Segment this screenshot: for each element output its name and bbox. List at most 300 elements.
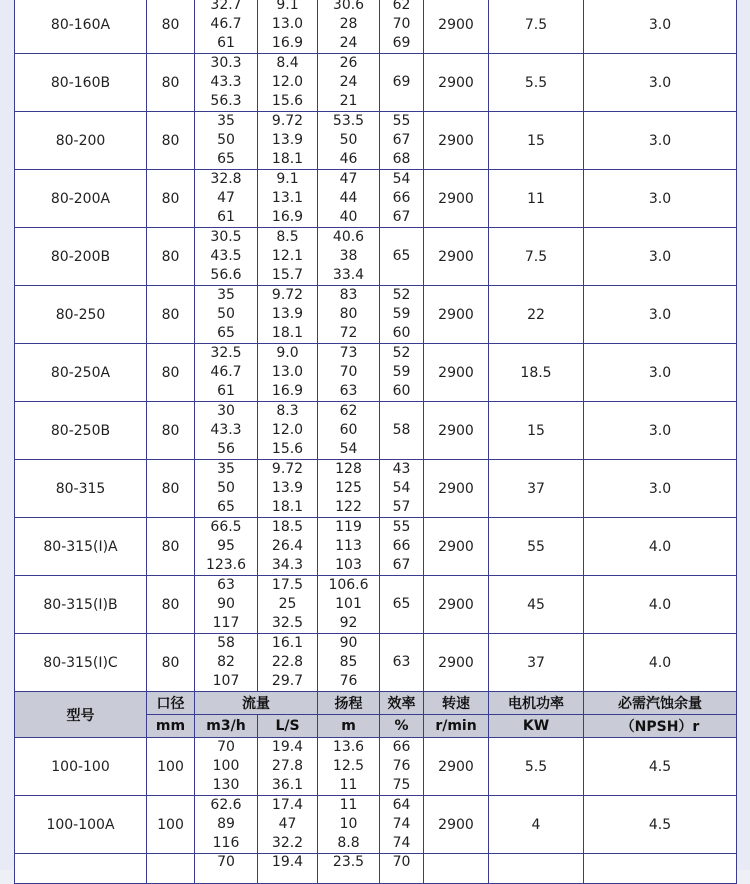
col-dia-header: 口径 [147,692,195,715]
cell-value: 46 [339,151,358,167]
cell-dia: 80 [147,634,195,692]
cell-value: 117 [212,615,240,631]
cell-dia: 80 [147,54,195,112]
cell-value: 80 [339,306,358,322]
cell-value: 90 [339,635,358,651]
cell-value: 26 [339,55,358,71]
cell-value: 13.6 [332,739,365,755]
cell-npsh: 3.0 [584,402,737,460]
cell-flow-ls: 19.4 [258,854,318,884]
cell-flow-m3h [195,228,258,286]
cell-value: 54 [392,480,411,496]
cell-value: 67 [392,209,411,225]
cell-flow-m3h [195,518,258,576]
cell-flow-ls [258,634,318,692]
cell-value: 30 [217,403,235,419]
cell-eff [380,518,424,576]
cell-value: 50 [217,132,235,148]
cell-value: 13.0 [271,16,304,32]
cell-eff [380,796,424,854]
cell-value: 15.6 [271,441,304,457]
unit-power: KW [489,715,584,738]
cell-value: 106.6 [328,577,369,593]
cell-head [318,54,380,112]
cell-dia: 80 [147,402,195,460]
cell-flow-ls [258,518,318,576]
cell-value: 65 [392,596,411,612]
cell-speed: 2900 [424,576,489,634]
unit-speed: r/min [424,715,489,738]
cell-value: 36.1 [271,777,304,793]
cell-value: 8.4 [276,55,299,71]
cell-eff [380,112,424,170]
cell-flow-ls [258,286,318,344]
cell-head [318,518,380,576]
cell-head [318,402,380,460]
cell-flow-ls [258,0,318,54]
cell-head [318,112,380,170]
cell-value: 70 [217,739,235,755]
cell-value: 12.0 [271,422,304,438]
col-flow-header: 流量 [195,692,318,715]
cell-value: 16.9 [271,209,304,225]
cell-value: 113 [335,538,362,554]
cell-value: 50 [217,480,235,496]
cell-power: 37 [489,460,584,518]
cell-value: 35 [217,461,235,477]
cell-value: 9.72 [271,461,304,477]
cell-head [318,738,380,796]
table-row [15,576,737,634]
cell-value: 43.3 [210,74,242,90]
cell-model: 80-315 [15,460,147,518]
cell-value: 76 [339,673,358,689]
cell-value: 123.6 [205,557,247,573]
cell-value: 10 [339,816,358,832]
cell-speed: 2900 [424,0,489,54]
table-body-top [15,0,737,692]
cell-value: 62.6 [210,797,242,813]
cell-npsh: 3.0 [584,460,737,518]
cell-value: 40.6 [332,229,365,245]
cell-value: 125 [335,480,362,496]
cell-value: 52 [392,345,411,361]
cell-npsh: 3.0 [584,286,737,344]
cell-flow-m3h [195,576,258,634]
col-head-header: 扬程 [318,692,380,715]
cell-value: 16.9 [271,383,304,399]
cell-eff [380,738,424,796]
cell-power: 37 [489,634,584,692]
cell-value: 119 [335,519,362,535]
cell-value: 60 [392,325,411,341]
cell-value: 16.9 [271,35,304,51]
cell-speed: 2900 [424,518,489,576]
cell-value: 69 [392,35,411,51]
cell-value: 73 [339,345,358,361]
cell-power: 45 [489,576,584,634]
cell-value: 43.5 [210,248,242,264]
cell-head [318,344,380,402]
cell-value: 64 [392,797,411,813]
right-margin [736,0,750,870]
cell-value: 27.8 [271,758,304,774]
left-margin [0,0,14,870]
cell-value: 67 [392,132,411,148]
cell-value: 38 [339,248,358,264]
unit-m3h: m3/h [195,715,258,738]
cell-npsh: 3.0 [584,0,737,54]
cell-value: 8.3 [276,403,299,419]
cell-npsh: 4.5 [584,738,737,796]
cell-model: 80-250B [15,402,147,460]
cell-value: 103 [335,557,362,573]
cell-value: 12.5 [332,758,365,774]
cell-flow-m3h [195,634,258,692]
cell-value: 62 [339,403,358,419]
cell-value: 46.7 [210,364,242,380]
cell-value: 24 [339,74,358,90]
cell-eff [380,286,424,344]
cell-value: 95 [217,538,235,554]
cell-value: 55 [392,519,411,535]
cell-value: 9.1 [276,171,299,187]
table-row [15,738,737,796]
cell-flow-ls [258,54,318,112]
table-header [15,692,737,738]
cell-eff [380,0,424,54]
cell-flow-m3h [195,460,258,518]
cell-flow-m3h [195,0,258,54]
cell-value: 22.8 [271,654,304,670]
cell-value: 12.0 [271,74,304,90]
table-body-bottom [15,738,737,854]
cell-dia: 80 [147,460,195,518]
cell-eff [380,402,424,460]
cell-model: 80-315(I)A [15,518,147,576]
cell-value: 61 [217,383,235,399]
col-model-header: 型号 [15,692,147,738]
cell-value: 13.0 [271,364,304,380]
cell-npsh: 3.0 [584,344,737,402]
table-row [15,796,737,854]
cell-value: 67 [392,557,411,573]
cell-eff [380,170,424,228]
cell-flow-ls [258,796,318,854]
cell-value: 13.9 [271,132,304,148]
cell-value: 54 [339,441,358,457]
cell-value: 70 [392,16,411,32]
cell-speed: 2900 [424,402,489,460]
cell-flow-m3h [195,344,258,402]
cell-value: 68 [392,151,411,167]
cell-value: 69 [392,74,411,90]
cell-value: 18.5 [271,519,304,535]
cell-value: 58 [217,635,235,651]
cell-value: 9.0 [276,345,299,361]
cell-value: 100 [212,758,240,774]
cell-value: 15.6 [271,93,304,109]
cell-value: 47 [278,816,297,832]
cell-npsh: 4.0 [584,518,737,576]
cell-speed: 2900 [424,344,489,402]
cell-dia: 80 [147,576,195,634]
unit-head: m [318,715,380,738]
cell-power: 4 [489,796,584,854]
cell-flow-ls [258,738,318,796]
cell-value: 11 [339,797,358,813]
table-row [15,518,737,576]
cell-value: 9.1 [276,0,299,13]
cell-value: 21 [339,93,358,109]
cell-eff [380,344,424,402]
cell-value: 82 [217,654,235,670]
cell-value: 9.72 [271,113,304,129]
cell-value: 30.3 [210,55,242,71]
cell-value: 89 [217,816,235,832]
cell-speed: 2900 [424,54,489,112]
cell-value: 122 [335,499,362,515]
cell-head [318,634,380,692]
cell-value: 85 [339,654,358,670]
table-row [15,344,737,402]
cell-value: 30.5 [210,229,242,245]
cell-npsh: 3.0 [584,54,737,112]
cell-speed: 2900 [424,286,489,344]
cell-value: 60 [392,383,411,399]
cell-power: 22 [489,286,584,344]
cell-value: 59 [392,306,411,322]
col-npsh-header: 必需汽蚀余量 [584,692,737,715]
cell-value: 92 [339,615,358,631]
unit-npsh: （NPSH）r [584,715,737,738]
cell-value: 62 [392,0,411,13]
table-row [15,112,737,170]
cell-value: 56 [217,441,235,457]
cell-value: 58 [392,422,411,438]
cell-dia: 80 [147,0,195,54]
cell-value: 28 [339,16,358,32]
cell-value: 65 [217,151,235,167]
cell-value: 18.1 [271,325,304,341]
cell-model: 100-100 [15,738,147,796]
cell-flow-ls [258,112,318,170]
cell-model: 80-200B [15,228,147,286]
pump-spec-table [14,0,737,884]
cell-model: 80-160B [15,54,147,112]
cell-power: 15 [489,402,584,460]
cell-speed: 2900 [424,796,489,854]
cell-head [318,286,380,344]
cell-flow-m3h [195,170,258,228]
cell-model: 80-200 [15,112,147,170]
cell-value: 46.7 [210,16,242,32]
cell-value: 50 [217,306,235,322]
cell-npsh: 4.5 [584,796,737,854]
cell-value: 52 [392,287,411,303]
unit-ls: L/S [258,715,318,738]
cell-value: 11 [339,777,358,793]
cell-head [318,228,380,286]
cell-value: 116 [212,835,240,851]
cell-flow-m3h [195,54,258,112]
col-eff-header: 效率 [380,692,424,715]
cell-value: 55 [392,113,411,129]
table-row [15,286,737,344]
table-row [15,0,737,54]
cell-npsh: 4.0 [584,576,737,634]
cell-value: 8.8 [337,835,360,851]
cell-model: 80-160A [15,0,147,54]
table-row [15,228,737,286]
cell-power: 7.5 [489,0,584,54]
cell-value: 9.72 [271,287,304,303]
cell-power: 7.5 [489,228,584,286]
cell-value: 19.4 [271,739,304,755]
cell-value: 24 [339,35,358,51]
cell-value: 50 [339,132,358,148]
table-row [15,460,737,518]
cell-value: 8.5 [276,229,299,245]
cell-value: 12.1 [271,248,304,264]
cell-speed: 2900 [424,228,489,286]
cell-value: 18.1 [271,499,304,515]
cell-value: 74 [392,835,411,851]
cell-value: 61 [217,35,235,51]
unit-dia: mm [147,715,195,738]
cell-npsh: 3.0 [584,228,737,286]
cell-value: 66 [392,739,411,755]
cell-speed: 2900 [424,634,489,692]
cell-flow-m3h [195,286,258,344]
cell-value: 83 [339,287,358,303]
table-row [15,402,737,460]
cell-value: 35 [217,287,235,303]
cell-dia: 100 [147,738,195,796]
cell-model: 80-250 [15,286,147,344]
cell-value: 66.5 [210,519,242,535]
cell-flow-ls [258,170,318,228]
cell-value: 15.7 [271,267,304,283]
cell-value: 18.1 [271,151,304,167]
cell-model: 80-315(I)B [15,576,147,634]
table-row [15,854,737,884]
cell-flow-m3h: 70 [195,854,258,884]
cell-value: 43 [392,461,411,477]
cell-value: 75 [392,777,411,793]
cell-value: 17.4 [271,797,304,813]
col-power-header: 电机功率 [489,692,584,715]
cell-flow-m3h [195,738,258,796]
cell-dia: 80 [147,170,195,228]
cell-eff [380,54,424,112]
cell-dia: 80 [147,344,195,402]
cell-value: 13.9 [271,306,304,322]
cell-value: 47 [339,171,358,187]
cell-npsh: 4.0 [584,634,737,692]
col-speed-header: 转速 [424,692,489,715]
cell-power: 5.5 [489,738,584,796]
cell-eff [380,576,424,634]
cell-value: 76 [392,758,411,774]
cell-flow-m3h [195,402,258,460]
cell-eff [380,460,424,518]
cell-power: 18.5 [489,344,584,402]
cell-value: 29.7 [271,673,304,689]
cell-value: 63 [217,577,235,593]
cell-value: 32.5 [271,615,304,631]
cell-value: 61 [217,209,235,225]
cell-speed: 2900 [424,170,489,228]
cell-value: 47 [217,190,235,206]
cell-power: 5.5 [489,54,584,112]
header-row-names [15,692,737,715]
cell-value: 60 [339,422,358,438]
cell-head [318,576,380,634]
cell-value: 35 [217,113,235,129]
cell-value: 54 [392,171,411,187]
table-row [15,54,737,112]
table-row [15,634,737,692]
cell-value: 56.6 [210,267,242,283]
cell-value: 90 [217,596,235,612]
cell-dia: 80 [147,112,195,170]
cell-flow-m3h [195,796,258,854]
cell-eff [380,228,424,286]
cell-value: 65 [217,325,235,341]
cell-npsh: 3.0 [584,112,737,170]
cell-npsh: 3.0 [584,170,737,228]
cell-dia: 80 [147,228,195,286]
table-body-partial [15,854,737,884]
cell-flow-ls [258,228,318,286]
cell-model: 80-200A [15,170,147,228]
cell-speed: 2900 [424,112,489,170]
cell-power: 11 [489,170,584,228]
unit-eff: % [380,715,424,738]
cell-value: 66 [392,538,411,554]
cell-value: 33.4 [332,267,365,283]
cell-value: 63 [339,383,358,399]
cell-value: 66 [392,190,411,206]
cell-head: 23.5 [318,854,380,884]
cell-value: 65 [217,499,235,515]
cell-value: 72 [339,325,358,341]
cell-value: 128 [335,461,362,477]
cell-value: 40 [339,209,358,225]
cell-value: 13.9 [271,480,304,496]
cell-flow-ls [258,344,318,402]
cell-value: 74 [392,816,411,832]
cell-flow-ls [258,576,318,634]
cell-value: 13.1 [271,190,304,206]
cell-eff [380,634,424,692]
cell-value: 32.5 [210,345,242,361]
cell-power: 15 [489,112,584,170]
cell-value: 56.3 [210,93,242,109]
cell-value: 34.3 [271,557,304,573]
cell-head [318,170,380,228]
cell-flow-ls [258,402,318,460]
cell-value: 25 [278,596,297,612]
table-row [15,170,737,228]
cell-dia: 80 [147,286,195,344]
cell-value: 101 [335,596,362,612]
cell-flow-m3h [195,112,258,170]
cell-speed: 2900 [424,460,489,518]
cell-value: 53.5 [332,113,365,129]
cell-dia: 100 [147,796,195,854]
